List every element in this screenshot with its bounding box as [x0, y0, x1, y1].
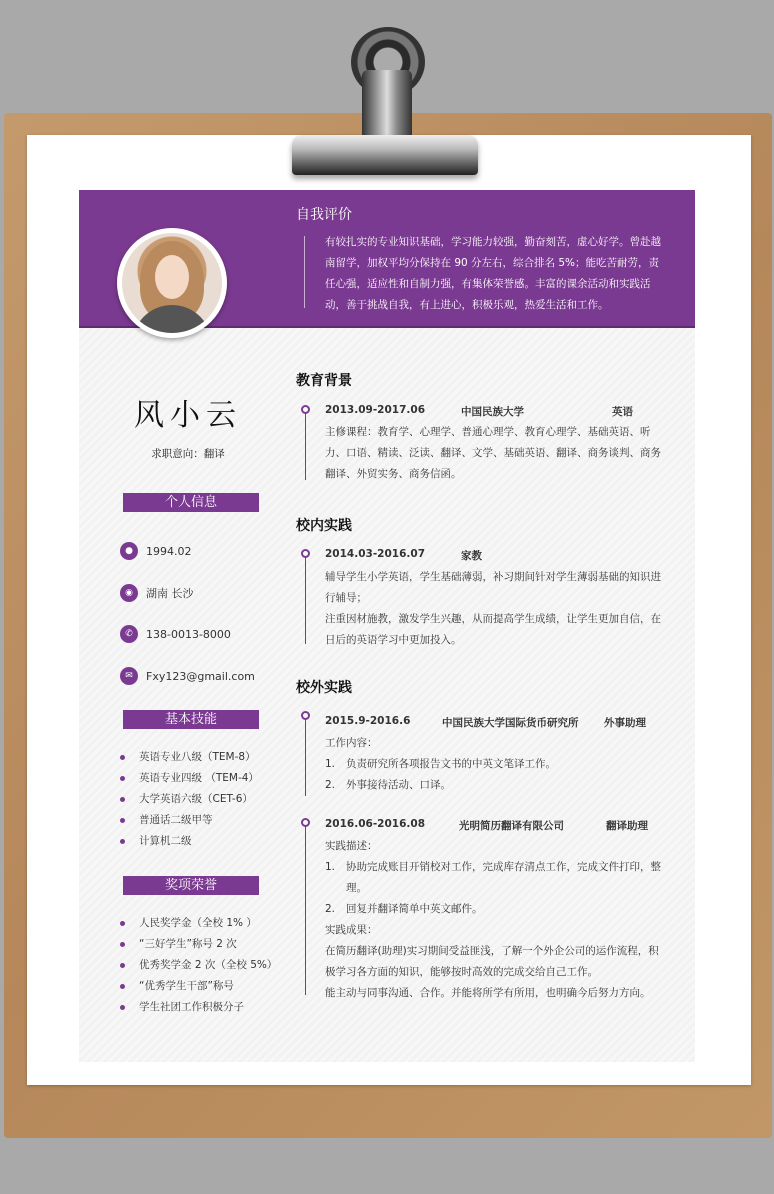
phone-value: 138-0013-8000: [146, 627, 231, 641]
candidate-name: 风小云: [134, 398, 242, 433]
location-pin-icon: ◉: [120, 584, 138, 602]
list-item: 学生社团工作积极分子: [120, 997, 277, 1018]
bullet-icon: [120, 921, 125, 926]
bullet-icon: [120, 755, 125, 760]
education-school: 中国民族大学: [461, 406, 524, 418]
job-intent: 求职意向：翻译: [151, 448, 225, 460]
education-date: 2013.09-2017.06: [325, 404, 426, 416]
timeline-dot-icon: [301, 405, 310, 414]
awards-list: [120, 913, 277, 1018]
clip-base: [292, 135, 478, 175]
education-timeline: [305, 410, 306, 480]
job2-list: [325, 857, 665, 920]
list-item: 1. 协助完成账目开销校对工作，完成库存清点工作，完成文件打印，整理。: [325, 861, 661, 894]
contact-phone: [120, 625, 231, 643]
self-eval-text: 有较扎实的专业知识基础，学习能力较强，勤奋刻苦，虚心好学。曾赴越南留学，加权平均分保持在 90 分左右，综合排名 5%；能吃苦耐劳，责任心强，适应性和自制力强，有集体荣誉感。丰富的课余活动和实践活动，善于挑战自我，有上进心，积极乐观，热爱生活和工作。: [325, 236, 661, 311]
job1-label: 工作内容：: [325, 737, 378, 749]
bullet-icon: [120, 963, 125, 968]
education-courses: 主修课程：教育学、心理学、普通心理学、教育心理学、基础英语、听力、口语、精读、泛读、翻译、文学、基础英语、翻译、商务谈判、商务翻译、外贸实务、商务信函。: [325, 426, 661, 480]
job2-org: 光明简历翻译有限公司: [459, 820, 564, 832]
job2-result-1: 在简历翻译(助理)实习期间受益匪浅，了解一个外企公司的运作流程，积极学习各方面的知识，能够按时高效的完成交给自己工作。: [325, 945, 659, 978]
campus-timeline: [305, 554, 306, 644]
external-heading: 校外实践: [296, 680, 352, 696]
location-value: 湖南 长沙: [146, 587, 194, 600]
contact-birth: [120, 542, 192, 560]
phone-icon: ✆: [120, 625, 138, 643]
list-item: 人民奖学金（全校 1% ）: [120, 913, 277, 934]
list-item: 英语专业八级（TEM-8）: [120, 747, 259, 768]
timeline-dot-icon: [301, 711, 310, 720]
list-item: “优秀学生干部”称号: [120, 976, 277, 997]
bullet-icon: [120, 818, 125, 823]
job2-timeline: [305, 823, 306, 995]
list-item: 2. 回复并翻译简单中英文邮件。: [325, 903, 483, 915]
mail-icon: ✉: [120, 667, 138, 685]
job2-result-label: 实践成果：: [325, 924, 378, 936]
bullet-icon: [120, 1005, 125, 1010]
campus-desc-1: 辅导学生小学英语，学生基础薄弱，补习期间针对学生薄弱基础的知识进行辅导；: [325, 571, 661, 604]
job2-label: 实践描述：: [325, 840, 378, 852]
avatar-face: [155, 255, 189, 299]
email-value[interactable]: Fxy123@gmail.com: [146, 669, 255, 683]
list-item: 优秀奖学金 2 次（全校 5%）: [120, 955, 277, 976]
list-item: “三好学生”称号 2 次: [120, 934, 277, 955]
self-eval-title: 自我评价: [296, 207, 352, 223]
timeline-dot-icon: [301, 818, 310, 827]
education-heading: 教育背景: [296, 373, 352, 389]
campus-heading: 校内实践: [296, 518, 352, 534]
birth-value: 1994.02: [146, 544, 192, 558]
person-icon: ●: [120, 542, 138, 560]
bullet-icon: [120, 839, 125, 844]
job1-timeline: [305, 716, 306, 796]
job2-result-2: 能主动与同事沟通、合作。并能将所学有所用，也明确今后努力方向。: [325, 987, 651, 999]
bullet-icon: [120, 776, 125, 781]
timeline-dot-icon: [301, 549, 310, 558]
list-item: 计算机二级: [120, 831, 259, 852]
bullet-icon: [120, 942, 125, 947]
awards-heading: 奖项荣誉: [123, 876, 259, 895]
education-entry-head: [325, 404, 665, 418]
bullet-icon: [120, 984, 125, 989]
list-item: 2. 外事接待活动、口译。: [325, 779, 451, 791]
list-item: 1. 负责研究所各项报告文书的中英文笔译工作。: [325, 758, 556, 770]
personal-info-heading: 个人信息: [123, 493, 259, 512]
bullet-icon: [120, 797, 125, 802]
contact-email[interactable]: [120, 667, 255, 685]
clip-neck: [362, 70, 412, 145]
job2-date: 2016.06-2016.08: [325, 818, 426, 830]
job1-list: [325, 754, 665, 796]
avatar: [117, 228, 227, 338]
skills-heading: 基本技能: [123, 710, 259, 729]
list-item: 英语专业四级 （TEM-4）: [120, 768, 259, 789]
contact-location: [120, 584, 194, 602]
campus-entry-head: [325, 548, 665, 562]
job1-role: 外事助理: [604, 717, 646, 729]
job2-role: 翻译助理: [606, 820, 648, 832]
skills-list: [120, 747, 259, 852]
list-item: 大学英语六级（CET-6）: [120, 789, 259, 810]
campus-desc-2: 注重因材施教，激发学生兴趣，从而提高学生成绩，让学生更加自信，在日后的英语学习中更加投入。: [325, 613, 661, 646]
education-major: 英语: [612, 406, 633, 418]
campus-date: 2014.03-2016.07: [325, 548, 426, 560]
self-eval-divider: [304, 236, 305, 308]
job1-org: 中国民族大学国际货币研究所: [442, 717, 579, 729]
job2-entry-head: [325, 818, 665, 832]
list-item: 普通话二级甲等: [120, 810, 259, 831]
campus-role: 家教: [461, 550, 482, 562]
job1-date: 2015.9-2016.6: [325, 715, 411, 727]
job1-entry-head: [325, 715, 665, 729]
